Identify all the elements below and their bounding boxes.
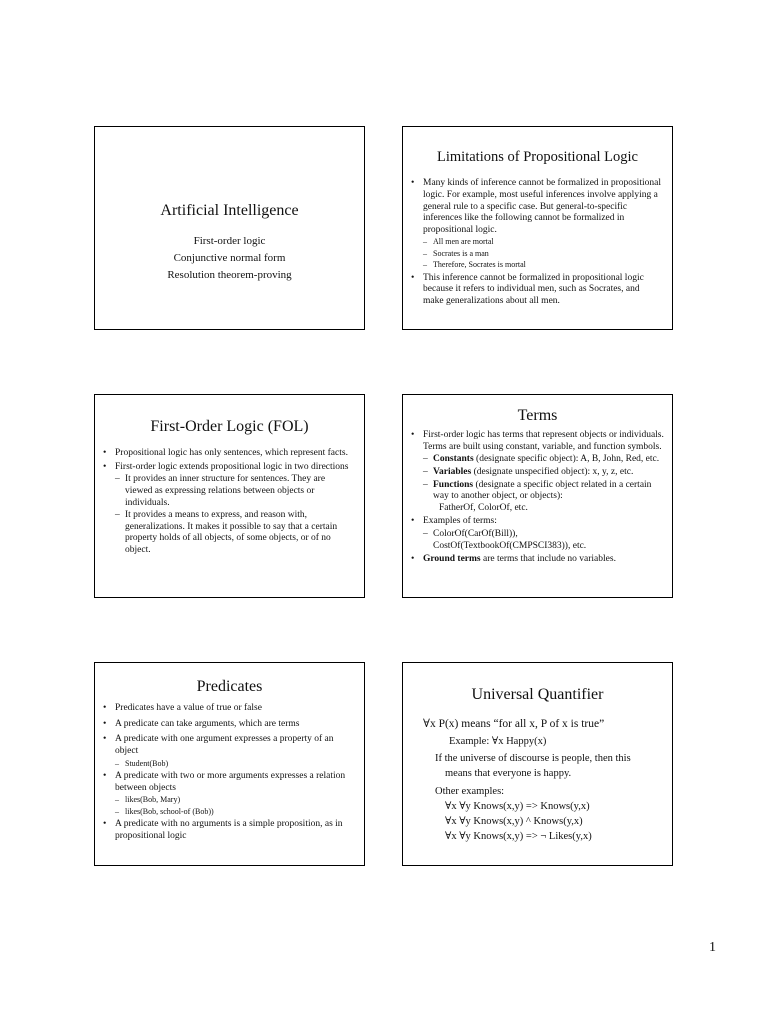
slide-limitations-propositional-logic (402, 126, 673, 330)
bullet-item (103, 462, 354, 557)
bullet-text: A predicate with two or more arguments expresses a relation between objects (115, 771, 346, 793)
subtitle-line: Resolution theorem-proving (167, 269, 292, 282)
sub-item: – Therefore, Socrates is mortal (423, 260, 662, 271)
term-text: (designate specific object): A, B, John, Red, etc. (473, 454, 660, 465)
bullet-list (103, 448, 354, 556)
sub-list (423, 454, 664, 514)
universe-line: means that everyone is happy. (445, 768, 572, 780)
sub-item: – Socrates is a man (423, 249, 662, 260)
bullet-item (103, 734, 354, 769)
sub-item (423, 454, 664, 466)
sub-item: – likes(Bob, school-of (Bob)) (115, 807, 354, 818)
sub-item (423, 467, 664, 479)
sub-item: – Student(Bob) (115, 759, 354, 770)
slide-subtitles (95, 233, 364, 284)
slide-title: First-Order Logic (FOL) (150, 418, 309, 435)
bullet-item: • A predicate can take arguments, which are terms (103, 719, 354, 731)
slide-title: Universal Quantifier (471, 686, 604, 703)
sub-item: – It provides a means to express, and reason with, generalizations. It makes it possible to say that a certain property holds of all objects, of some objects, or of no object. (115, 510, 354, 556)
slide-title: Artificial Intelligence (160, 202, 299, 219)
sub-item: – likes(Bob, Mary) (115, 795, 354, 806)
bullet-text: Many kinds of inference cannot be formalized in propositional logic. For example, most useful inferences involve applying a general rule to a specific case. But general-to-specific inferences like the following cannot be formalized in propositional logic. (423, 178, 661, 235)
term-examples: FatherOf, ColorOf, etc. (439, 502, 528, 513)
bullet-text: A predicate with one argument expresses a property of an object (115, 734, 334, 756)
slide-title: Limitations of Propositional Logic (437, 149, 638, 165)
example: Example: ∀x Happy(x) (449, 736, 547, 748)
bullet-item (411, 178, 662, 270)
term-label: Constants (433, 454, 474, 465)
example-line: CostOf(TextbookOf(CMPSCI383)), etc. (433, 540, 587, 551)
bullet-list (411, 430, 664, 566)
slide-first-order-logic (94, 394, 365, 598)
bullet-item (103, 771, 354, 817)
bullet-item (411, 516, 664, 552)
slide-terms (402, 394, 673, 598)
sub-item: – All men are mortal (423, 237, 662, 248)
example-line: ColorOf(CarOf(Bill)), (433, 528, 518, 539)
subtitle-line: Conjunctive normal form (173, 252, 286, 265)
subtitle-line: First-order logic (193, 235, 266, 248)
slide-title: Predicates (196, 678, 263, 695)
sub-list (115, 759, 354, 770)
term-label: Variables (433, 466, 472, 477)
bullet-list (103, 703, 354, 842)
bullet-text: First-order logic extends propositional logic in two directions (115, 461, 349, 472)
term-text: are terms that include no variables. (480, 554, 616, 565)
bullet-item: • This inference cannot be formalized in propositional logic because it refers to individual men, such as Socrates, and make generalizations about all men. (411, 273, 662, 308)
sub-list (115, 795, 354, 817)
bullet-item: • Predicates have a value of true or false (103, 703, 354, 715)
formula: ∀x ∀y Knows(x,y) => ¬ Likes(y,x) (445, 831, 592, 843)
bullet-text: Examples of terms: (423, 516, 497, 527)
bullet-item (411, 554, 664, 566)
term-text: (designate a specific object related in a certain way to another object, or objects): (433, 479, 652, 502)
bullet-item: • Propositional logic has only sentences, which represent facts. (103, 448, 354, 460)
bullet-item: • A predicate with no arguments is a simple proposition, as in propositional logic (103, 819, 354, 842)
sub-list (115, 474, 354, 556)
slide-artificial-intelligence (94, 126, 365, 330)
definition: ∀x P(x) means “for all x, P of x is true” (423, 718, 605, 731)
sub-item: – It provides an inner structure for sentences. They are viewed as expressing relations between objects or individuals. (115, 474, 354, 509)
slide-title: Terms (517, 407, 558, 424)
slide-universal-quantifier (402, 662, 673, 866)
universe-line: If the universe of discourse is people, then this (435, 753, 631, 765)
term-label: Functions (433, 479, 474, 490)
sub-list (423, 237, 662, 271)
slide-predicates (94, 662, 365, 866)
sub-item (423, 480, 664, 515)
bullet-list (411, 178, 662, 307)
bullet-item (411, 430, 664, 514)
other-examples-label: Other examples: (435, 786, 505, 798)
formula: ∀x ∀y Knows(x,y) => Knows(y,x) (445, 801, 590, 813)
page-number: 1 (709, 940, 716, 955)
formula: ∀x ∀y Knows(x,y) ^ Knows(y,x) (445, 816, 583, 828)
sub-list (423, 529, 664, 552)
term-text: (designate unspecified object): x, y, z, etc. (471, 466, 634, 477)
sub-item (423, 529, 664, 552)
bullet-text: First-order logic has terms that represent objects or individuals. Terms are built using constant, variable, and function symbols. (423, 430, 664, 452)
term-label: Ground terms (423, 554, 481, 565)
